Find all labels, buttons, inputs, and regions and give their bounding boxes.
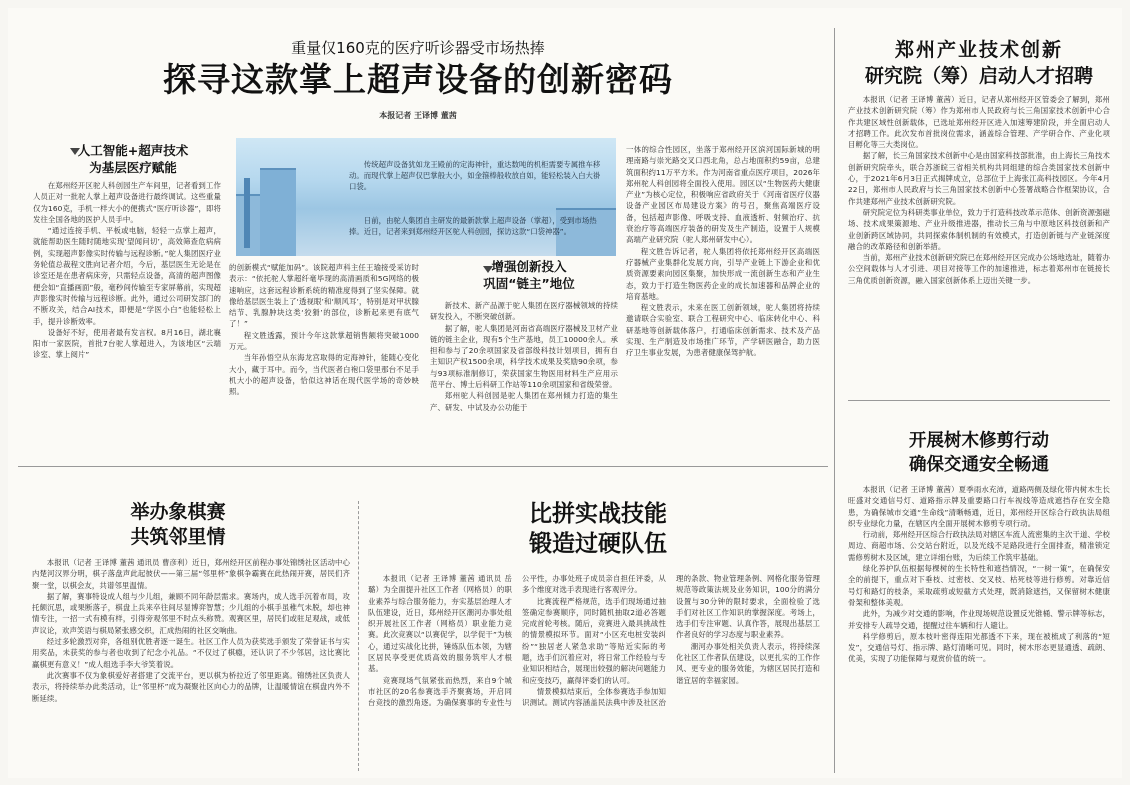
photo-caption-2: 日前，由驼人集团自主研发的最新款掌上超声设备（掌超），受到市场热捧。近日，记者来到郑州经开区驼人科创园，探访这款“口袋神器”。 [349, 216, 597, 236]
article2-p3: 研究院定位为科研类事业单位，致力于打造科技改革示范体、创新资源强磁场、技术成果策源地、产业升级推进器，推动长三角与中原地区科技创新和产业创新跨区域协同，共同探索体制机制的有效模式，打造创新链与产业链深度融合的改革路径和创新举措。 [848, 207, 1110, 251]
article1-col1-p2: “通过连接手机、平板或电脑，轻轻一点掌上超声，就能帮助医生随时随地实现‘望闻问切’，高效筛查危病病例，实现超声影像实时传输与远程诊断。”驼人集团医疗业务轮值总裁程文胜向记者介绍，今后，基层医生无论是在诊室还是在患者病床旁，只需轻点设备，高清的超声图像便会如“直播画面”般，毫秒间传输至专家屏幕前，实现超声影像实时传输与远程诊断。此外，通过公司研发部门的不断攻关，结合AI技术，即便是“学医小白”也能轻松上手，提升诊断效率。 [33, 226, 221, 326]
newspaper-page [8, 8, 1122, 778]
article1-col1 [33, 180, 221, 452]
article3-p4: 此外，为减少对交通的影响，作业现场规范设置反光锥桶、警示牌等标志，并安排专人疏导交通，提醒过往车辆和行人避让。 [848, 609, 1110, 630]
article1-col4-p1: 一体的综合性园区，坐落于郑州经开区滨河国际新城的明理南路与崇光路交叉口西北角，总占地面积约59亩，总建筑面积约11万平方米。作为河南省重点医疗项目，2026年郑州驼人科创园将全面投入使用。园区以“生物医药大健康产业”为核心定位，积极响应省政府关于《河南省医疗仪器设备产业园区布局建设方案》的号召，聚焦高端医疗设备，包括超声影像、呼吸支持、血液透析、射频治疗、抗衰治疗等高端医疗装备的研发及生产制造，设置于人规模高端产业研究院（驼人郑州研发中心）。 [626, 145, 820, 245]
article5-p2: 竞赛现场气氛紧张而热烈，来自9个城市社区的20名参赛选手齐聚赛场，开启同台竞技的激烈角逐。为确保赛事的专业性与公平性，办事处班子成员亲自担任评委，从多个维度对选手表现进行客观评分。 [368, 574, 666, 708]
article4-p4: 此次赛事不仅为象棋爱好者搭建了交流平台，更以棋为桥拉近了邻里距离。锦绣社区负责人表示，将持续举办此类活动，让“邻里杯”成为凝聚社区向心力的品牌，让温暖情谊在棋盘内外不断延续。 [32, 670, 350, 703]
article1-col2 [229, 262, 419, 454]
article4-p3: 经过多轮激烈对弈，各组别优胜者逐一诞生。社区工作人员为获奖选手颁发了荣誉证书与实用奖品，未获奖的参与者也收到了纪念小礼品。“不仅过了棋瘾，还认识了不少邻居，这比赛比赢棋更有意义！”成人组选手李大爷笑着说。 [32, 637, 350, 669]
article5-p4: 情景模拟结束后，全体参赛选手参加知识测试。测试内容涵盖民法典中涉及社区治理的条款、物业管理条例、网格化服务管理规范等政策法规及业务知识，100分的满分设置与30分钟的限时要求，全面检验了选手们对社区工作知识的掌握深度。考场上，选手们专注审题、认真作答，展现出基层工作者良好的学习态度与职业素养。 [522, 574, 820, 708]
article1-subhead-1a: 人工智能+超声技术 [77, 143, 189, 158]
article1-subhead-1b: 为基层医疗赋能 [89, 160, 177, 175]
article1-subhead-2b: 巩固“链主”地位 [483, 276, 575, 291]
article1-kicker: 重量仅160克的医疗听诊器受市场热捧 [291, 39, 545, 57]
article5-title-line1: 比拼实战技能 [529, 501, 667, 527]
article5-body [368, 573, 820, 775]
article5-p1: 本报讯（记者 王译博 董茜 通讯员 岳璐）为全面提升社区工作者（网格员）的职业素养与综合服务能力，夯实基层治理人才队伍建设，近日，郑州经开区潮河办事处组织开展社区工作者（网格员）职业能力竞赛。此次竞赛以“以赛促学，以学促干”为核心，通过实战化比拼，锤炼队伍本领，为辖区居民享受更优质高效的服务筑牢人才根基。 [368, 574, 512, 674]
dashed-divider [358, 501, 359, 771]
article1-col2-p1: 的创新模式“赋能加码”。该院超声科主任王瑜接受采访时表示：“依托驼人掌超纤毫毕现的高清画质和5G网络的极速响应，这套远程诊断系统的精准度得到了坚实保障。就像给基层医生装上了‘透视眼’和‘顺风耳’，特别是对甲状腺结节、乳腺肿块这类‘狡猾’的部位，诊断起来更有底气了！” [229, 263, 419, 329]
article3-p2: 行动前，郑州经开区综合行政执法局对辖区车流人流密集的主次干道、学校周边、商超市场、公交站台附近，以及光线不足路段进行全面排查，精准锁定需修剪树木及区域，建立详细台账，为后续工作筑牢基础。 [848, 530, 1110, 562]
article3-title-line2: 确保交通安全畅通 [909, 455, 1049, 475]
article3-p5: 科学修剪后，原本枝叶密得连阳光都透不下来，现在被梳成了利落的“短发”，交通信号灯、指示牌、路灯清晰可见。同时，树木形态更显通透、疏朗、优美，实现了功能保障与观赏价值的统一。 [848, 631, 1110, 664]
article1-col4-p2: 程文胜告诉记者，驼人集团将依托郑州经开区高端医疗器械产业集群化发展方向，引导产业链上下游企业和优质资源要素向园区集聚，加快形成一流创新生态和产业生态，致力于打造生物医药企业的成长加速器和品牌企业的培育基地。 [626, 246, 820, 301]
article3-p3: 绿化养护队伍根据每棵树的生长特性和遮挡情况，“一树一策”，在确保安全的前提下，重点对下垂枝、过密枝、交叉枝、枯死枝等进行修剪。对靠近信号灯和路灯的枝条，采取疏剪或短截方式处理，既消除遮挡，又保留树木健康骨架和整体美观。 [848, 564, 1110, 607]
article2-p2: 据了解，长三角国家技术创新中心是由国家科技部批准，由上海长三角技术创新研究院牵头，联合苏浙皖三省相关机构共同组建的综合类国家技术创新中心，于2021年6月3日正式揭牌成立，总部位于上海张江高科技园区。今年4月22日，郑州市人民政府与长三角国家技术创新中心签署战略合作框架协议，合作共建郑州产业技术创新研究院。 [848, 151, 1110, 206]
article1-col3-p3: 郑州驼人科创园是驼人集团在郑州倾力打造的集生产、研发、中试及办公功能于 [430, 391, 618, 412]
article1-col2-p3: 当年孙悟空从东海龙宫取得的定海神针，能随心变化大小，藏于耳中。而今，当代医者白袍口袋里那台不足手机大小的超声设备，恰似这神话在现代医学场的奇妙映照。 [229, 353, 419, 397]
article5-p3: 比赛流程严格规范，选手们现场通过抽签确定参赛顺序，同时随机抽取2道必答题完成首轮考核。随后，竞赛进入最具挑战性的情景模拟环节。面对“小区充电桩安装纠纷”“独居老人紧急求助”等贴近实际的考题，选手们沉着应对，将日常工作经验与专业知识相结合，展现出较强的解决问题能力和应变技巧，赢得评委们的认可。 [522, 596, 666, 685]
article1-col4 [626, 144, 820, 454]
divider-right-mid [848, 400, 1110, 401]
article1-byline: 本报记者 王译博 董茜 [379, 111, 457, 120]
article3-title-line1: 开展树木修剪行动 [909, 431, 1049, 451]
article3-p1: 本报讯（记者 王译博 董茜）夏季雨水充沛，道路两侧及绿化带内树木生长旺盛对交通信号灯、道路指示牌及重要路口行车视线等造成遮挡存在安全隐患，为确保城市交通“生命线”清晰畅通，近日，郑州经开区综合行政执法局组织专业绿化力量，在辖区内全面开展树木修剪专项行动。 [848, 485, 1110, 528]
article2-p4: 当前，郑州产业技术创新研究院已在郑州经开区完成办公场地选址，随着办公空间载体与人才引进、项目对接等工作的加速推进，标志着郑州市在链接长三角优质创新资源，融入国家创新体系上迈出关键一步。 [848, 253, 1110, 285]
article2-title-line1: 郑州产业技术创新 [894, 39, 1063, 61]
column-divider-right [834, 28, 835, 773]
article4-p1: 本报讯（记者 王译博 董茜 通讯员 曹彦利）近日，郑州经开区前程办事处锦绣社区活动中心内楚河汉界分明，棋子落盘声此起彼伏——第三届“邻里杯”象棋争霸赛在此热闹开赛，居民们齐聚一堂，以棋会友，共谱邻里温情。 [32, 558, 350, 590]
article2-p1: 本报讯（记者 王译博 董茜）近日，记者从郑州经开区管委会了解到，郑州产业技术创新研究院（筹）作为郑州市人民政府与长三角国家技术创新中心合作共建区域性创新载体，已选址郑州经开区进入加速筹建阶段，并全面启动人才招聘工作。此次发布首批岗位需求，涵盖综合管理、产学研合作、产业化项目孵化等三大类岗位。 [848, 95, 1110, 150]
article1-col3-p2: 据了解，驼人集团是河南省高端医疗器械及卫材产业链的链主企业，现有5个生产基地，员工10000余人。承担和参与了20余项国家及省部级科技计划项目，拥有自主知识产权1500余项，科学技术成果及奖励90余项，参与93项标准制修订，荣获国家生物医用材料生产应用示范平台、博士后科研工作站等110余项国家和省级荣誉。 [430, 323, 618, 390]
article5-p5: 潮河办事处相关负责人表示，将持续深化社区工作者队伍建设，以更扎实的工作作风、更专业的服务效能，为辖区居民打造和谐宜居的幸福家园。 [676, 641, 820, 685]
article4-title-line1: 举办象棋赛 [130, 501, 226, 523]
article4-title-line2: 共筑邻里情 [130, 526, 226, 548]
divider-mid [18, 466, 828, 467]
photo-caption-1: 传统超声设备犹如龙王殿前的定海神针，重达数吨的机柜需要专属推车移动。而现代掌上超声仅巴掌般大小，如金箍棒般收放自如，能轻松装入白大褂口袋。 [349, 160, 601, 191]
article1-col2-p2: 程文胜透露，预计今年这款掌超销售额将突破1000万元。 [229, 330, 419, 352]
article1-col3-p1: 新技术、新产品源于驼人集团在医疗器械领域的持续研发投入，不断突破创新。 [430, 301, 618, 322]
article4-body [32, 557, 350, 775]
article1-title: 探寻这款掌上超声设备的创新密码 [163, 60, 673, 99]
article2-title-line2: 研究院（筹）启动人才招聘 [864, 65, 1093, 87]
article1-subhead-2a: 增强创新投入 [491, 259, 567, 274]
article1-col3 [430, 300, 618, 454]
article1-col1-p1: 在郑州经开区驼人科创园生产车间里，记者看到工作人员正对一批驼人掌上超声设备进行最终调试。这些重量仅为160克，手机一样大小的便携式“医疗听诊器”，即将发往全国各地的医护人员手中。 [33, 181, 221, 224]
article4-p2: 据了解，赛事特设成人组与少儿组，兼顾不同年龄层需求。赛场内，成人选手沉着布局，攻托颇沉思，或果断落子，棋盘上兵来卒往间尽显博弈智慧；少儿组的小棋手虽稚气未脱，却也神情专注，一招一式有模有样，引得旁观邻里不时点头称赞。观赛区里，居民们或驻足观战，或低声议论，欢声笑语与棋局紧张感交织，汇成热闹的社区交响曲。 [32, 591, 350, 635]
article1-col1-p3: 设备好不好，使用者最有发言权。8月16日，湖北襄阳市一家医院，首批7台驼人掌超进入，为该地区“云端诊室、掌上阅片” [33, 327, 221, 360]
article1-col4-p3: 程文胜表示，未来在医工创新领域，驼人集团将持续邀请联合实验室、联合工程研究中心、临床转化中心、科研基地等创新载体落户，打通临床创新需求、技术及产品实现、生产制造及市场推广环节，产学研医融合，助力医疗卫生事业发展，为患者健康保驾护航。 [626, 303, 820, 358]
article3-body [848, 484, 1110, 776]
article2-body [848, 94, 1110, 384]
ultrasound-photo [236, 138, 616, 256]
article5-title-line2: 锻造过硬队伍 [529, 531, 667, 557]
